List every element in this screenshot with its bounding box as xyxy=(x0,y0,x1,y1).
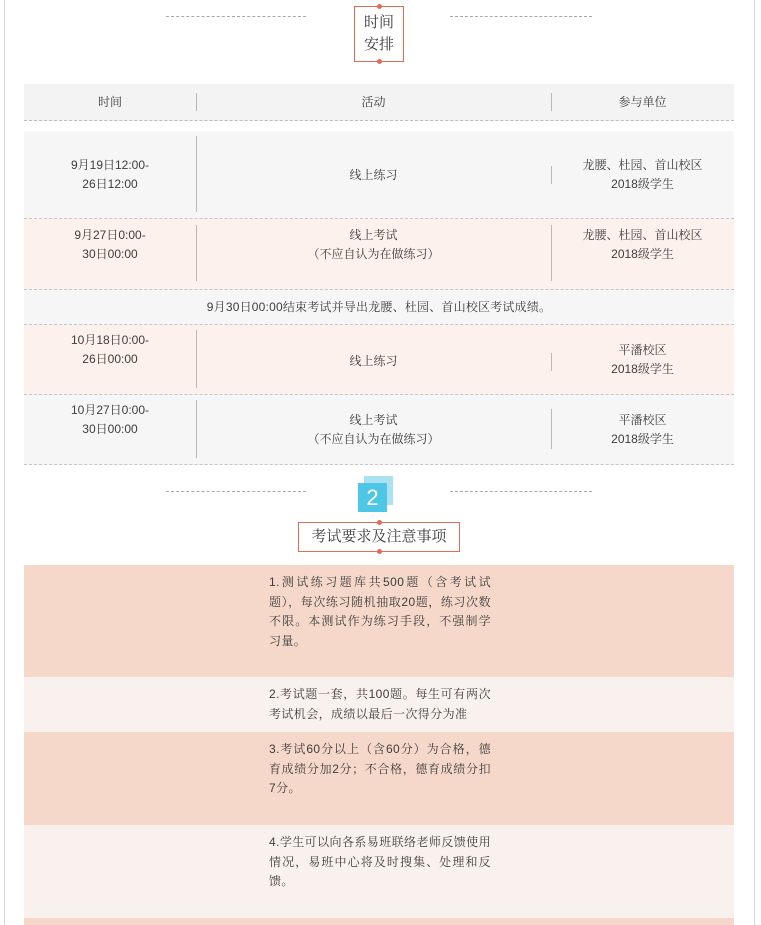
schedule-notice: 9月30日00:00结束考试并导出龙腰、杜园、首山校区考试成绩。 xyxy=(206,300,552,314)
row-time-line1: 9月27日0:00- xyxy=(74,228,146,242)
header-time: 时间 xyxy=(97,95,122,109)
header-activity: 活动 xyxy=(361,95,386,109)
row-time xyxy=(24,131,196,219)
row-activity xyxy=(196,219,551,271)
requirement-text: 4.学生可以向各系易班联络老师反馈使用情况，易班中心将及时搜集、处理和反馈。 xyxy=(269,835,491,888)
row-activity-line2: （不应自认为在做练习） xyxy=(307,247,440,261)
row-participants-line1: 平潘校区 xyxy=(618,343,667,357)
row-participants xyxy=(551,395,734,465)
title-dot-top xyxy=(377,4,382,9)
section2-title-text: 考试要求及注意事项 xyxy=(311,528,447,545)
requirement-text: 2.考试题一套，共100题。每生可有两次考试机会，成绩以最后一次得分为准 xyxy=(269,687,491,721)
section1-right-dash xyxy=(450,16,592,17)
section1-title xyxy=(354,6,404,62)
row-activity-line1: 线上考试 xyxy=(349,413,398,427)
table-row xyxy=(24,131,734,219)
row-time-line2: 26日12:00 xyxy=(82,177,138,191)
title-dot-bottom xyxy=(377,549,382,554)
title-dot-bottom xyxy=(377,59,382,64)
row-time xyxy=(24,219,196,271)
row-time-line2: 30日00:00 xyxy=(82,422,138,436)
row-activity-line1: 线上练习 xyxy=(349,167,398,182)
section1-title-line1: 时间 xyxy=(363,14,394,31)
requirement-item xyxy=(24,565,734,677)
row-activity-line2: （不应自认为在做练习） xyxy=(307,432,440,446)
title-dot-top xyxy=(377,520,382,525)
section-number: 2 xyxy=(358,483,387,512)
table-row xyxy=(24,325,734,395)
table-row xyxy=(24,395,734,465)
row-participants xyxy=(551,325,734,395)
requirement-item xyxy=(24,677,734,732)
section2-left-dash xyxy=(166,491,306,492)
row-participants-line2: 2018级学生 xyxy=(611,432,674,446)
section2-title xyxy=(298,522,460,552)
row-activity xyxy=(196,325,551,397)
row-time-line1: 10月27日0:00- xyxy=(70,403,150,417)
row-participants-line1: 龙腰、杜园、首山校区 xyxy=(582,158,703,172)
row-activity-line1: 线上考试 xyxy=(349,228,398,242)
section2-right-dash xyxy=(450,491,592,492)
row-time-line2: 26日00:00 xyxy=(82,352,138,366)
row-activity xyxy=(196,131,551,219)
schedule-table-header xyxy=(24,84,734,121)
row-participants-line1: 龙腰、杜园、首山校区 xyxy=(582,228,703,242)
requirement-text: 1.测试练习题库共500题（含考试试题），每次练习随机抽取20题，练习次数不限。本测试作为练习手段，不强制学习量。 xyxy=(269,575,491,648)
header-participants: 参与单位 xyxy=(618,95,667,109)
requirement-item xyxy=(24,732,734,825)
row-activity-line1: 线上练习 xyxy=(349,353,398,368)
section1-left-dash xyxy=(166,16,306,17)
section-number-badge xyxy=(358,476,394,512)
row-activity xyxy=(196,395,551,465)
requirement-text: 3.考试60分以上（含60分）为合格，德育成绩分加2分；不合格，德育成绩分扣7分。 xyxy=(269,742,491,795)
row-participants-line2: 2018级学生 xyxy=(611,247,674,261)
row-time-line1: 10月18日0:00- xyxy=(70,333,150,347)
row-time-line2: 30日00:00 xyxy=(82,247,138,261)
row-time xyxy=(24,395,196,445)
row-participants xyxy=(551,219,734,271)
requirement-item xyxy=(24,825,734,918)
row-participants-line2: 2018级学生 xyxy=(611,362,674,376)
row-time-line1: 9月19日12:00- xyxy=(70,158,150,172)
row-participants-line2: 2018级学生 xyxy=(611,177,674,191)
table-row xyxy=(24,219,734,290)
row-participants-line1: 平潘校区 xyxy=(618,413,667,427)
row-participants xyxy=(551,131,734,219)
section1-title-line2: 安排 xyxy=(363,36,394,53)
requirement-item-partial xyxy=(24,918,734,925)
table-row-notice xyxy=(24,290,734,325)
row-time xyxy=(24,325,196,375)
